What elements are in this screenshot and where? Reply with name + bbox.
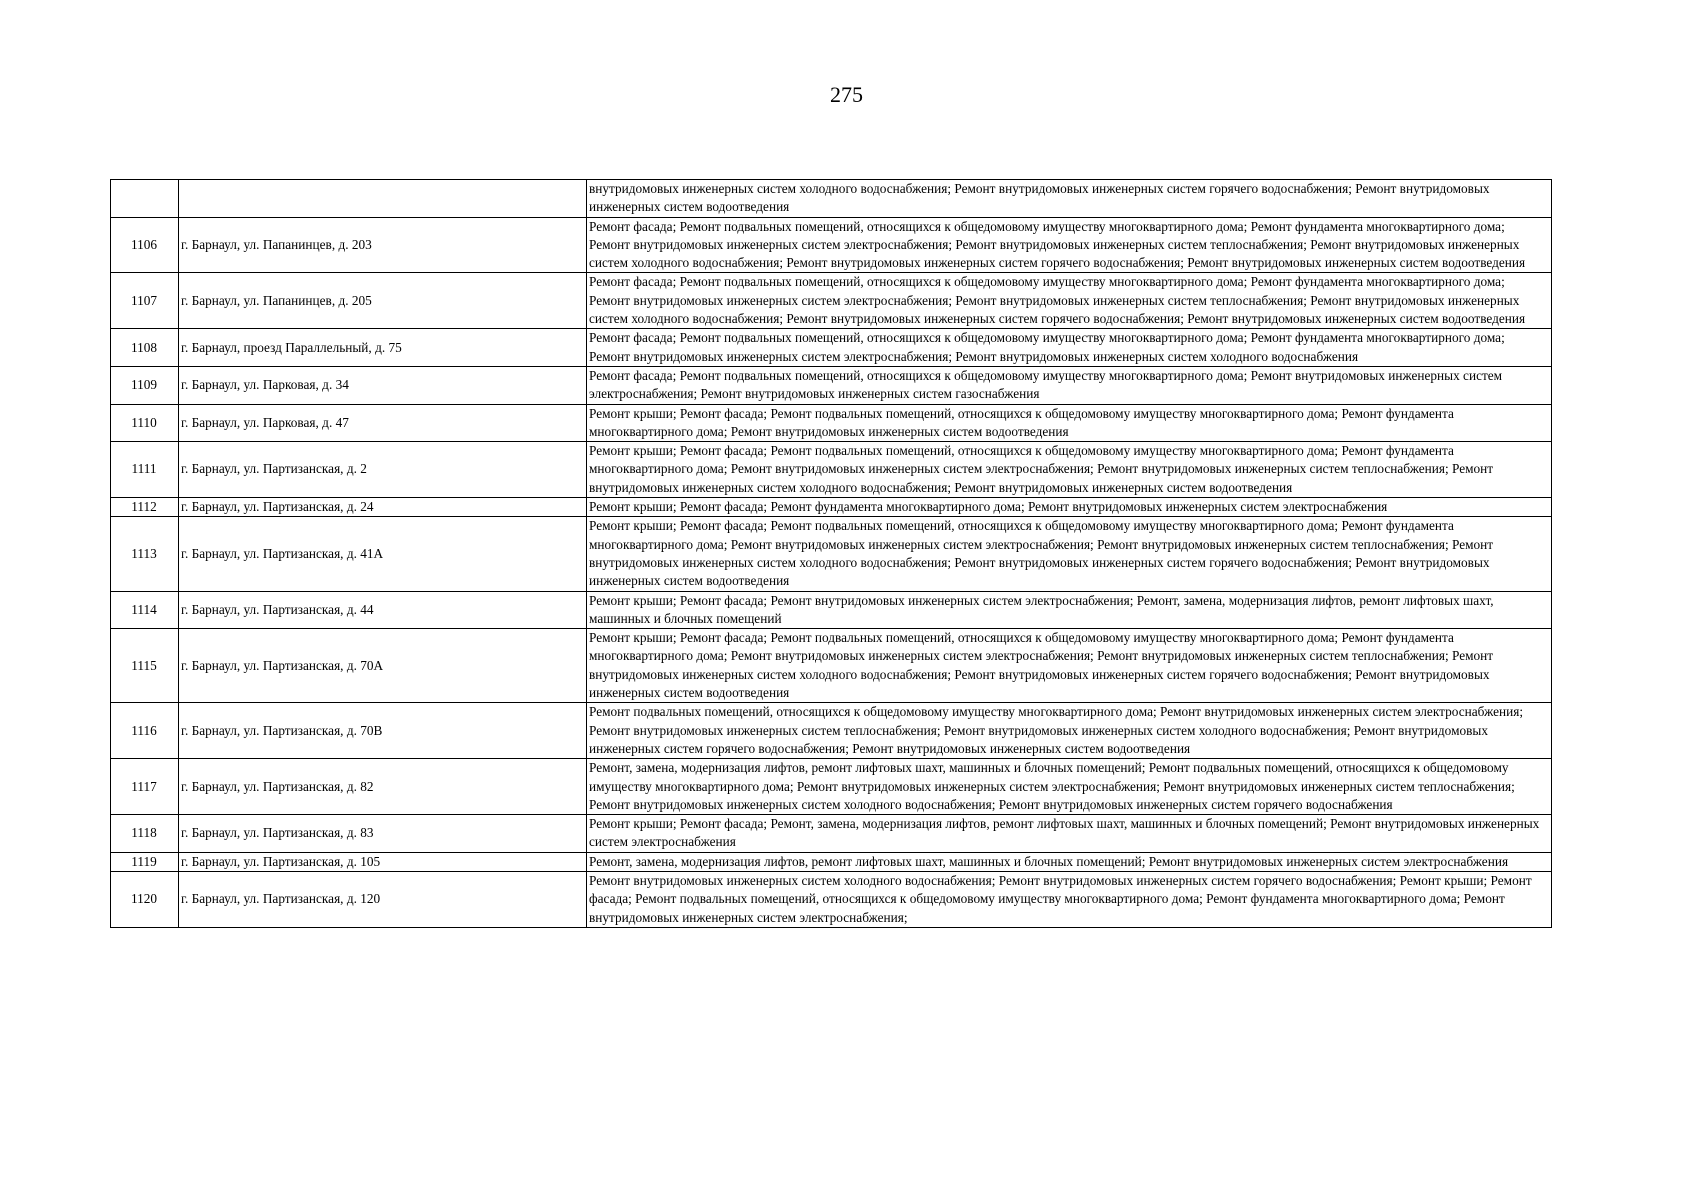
row-works: Ремонт крыши; Ремонт фасада; Ремонт подвальных помещений, относящихся к общедомовому имуществу многоквартирного дома; Ремонт фундамента многоквартирного дома; Ремонт внутридомовых инженерных систем водоотведения: [587, 404, 1552, 442]
row-number: 1113: [111, 517, 179, 591]
table-row: [111, 404, 1552, 442]
table-row: [111, 871, 1552, 927]
row-number: 1107: [111, 273, 179, 329]
row-address: г. Барнаул, ул. Партизанская, д. 44: [179, 591, 587, 629]
row-address: г. Барнаул, ул. Партизанская, д. 70А: [179, 629, 587, 703]
row-works: Ремонт внутридомовых инженерных систем холодного водоснабжения; Ремонт внутридомовых инженерных систем горячего водоснабжения; Ремонт крыши; Ремонт фасада; Ремонт подвальных помещений, относящихся к общедомовому имуществу многоквартирного дома; Ремонт фундамента многоквартирного дома; Ремонт внутридомовых инженерных систем электроснабжения;: [587, 871, 1552, 927]
row-number: 1111: [111, 442, 179, 498]
row-address: г. Барнаул, ул. Парковая, д. 34: [179, 366, 587, 404]
row-works: Ремонт, замена, модернизация лифтов, ремонт лифтовых шахт, машинных и блочных помещений; Ремонт подвальных помещений, относящихся к общедомовому имуществу многоквартирного дома; Ремонт внутридомовых инженерных систем электроснабжения; Ремонт внутридомовых инженерных систем теплоснабжения; Ремонт внутридомовых инженерных систем холодного водоснабжения; Ремонт внутридомовых инженерных систем горячего водоснабжения: [587, 759, 1552, 815]
table-row: [111, 442, 1552, 498]
row-address: г. Барнаул, ул. Партизанская, д. 105: [179, 852, 587, 871]
row-address: г. Барнаул, ул. Партизанская, д. 70В: [179, 703, 587, 759]
table-row: [111, 180, 1552, 218]
row-number: 1108: [111, 329, 179, 367]
table-row: [111, 217, 1552, 273]
row-works: Ремонт крыши; Ремонт фасада; Ремонт подвальных помещений, относящихся к общедомовому имуществу многоквартирного дома; Ремонт фундамента многоквартирного дома; Ремонт внутридомовых инженерных систем электроснабжения; Ремонт внутридомовых инженерных систем теплоснабжения; Ремонт внутридомовых инженерных систем холодного водоснабжения; Ремонт внутридомовых инженерных систем горячего водоснабжения; Ремонт внутридомовых инженерных систем водоотведения: [587, 629, 1552, 703]
row-works: Ремонт фасада; Ремонт подвальных помещений, относящихся к общедомовому имуществу многоквартирного дома; Ремонт фундамента многоквартирного дома; Ремонт внутридомовых инженерных систем электроснабжения; Ремонт внутридомовых инженерных систем холодного водоснабжения: [587, 329, 1552, 367]
row-number: 1112: [111, 498, 179, 517]
row-number: 1106: [111, 217, 179, 273]
row-address: г. Барнаул, ул. Партизанская, д. 2: [179, 442, 587, 498]
row-address: г. Барнаул, ул. Папанинцев, д. 203: [179, 217, 587, 273]
row-works: Ремонт крыши; Ремонт фасада; Ремонт подвальных помещений, относящихся к общедомовому имуществу многоквартирного дома; Ремонт фундамента многоквартирного дома; Ремонт внутридомовых инженерных систем электроснабжения; Ремонт внутридомовых инженерных систем теплоснабжения; Ремонт внутридомовых инженерных систем холодного водоснабжения; Ремонт внутридомовых инженерных систем водоотведения: [587, 442, 1552, 498]
row-number: 1115: [111, 629, 179, 703]
row-works: Ремонт фасада; Ремонт подвальных помещений, относящихся к общедомовому имуществу многоквартирного дома; Ремонт фундамента многоквартирного дома; Ремонт внутридомовых инженерных систем электроснабжения; Ремонт внутридомовых инженерных систем теплоснабжения; Ремонт внутридомовых инженерных систем холодного водоснабжения; Ремонт внутридомовых инженерных систем горячего водоснабжения; Ремонт внутридомовых инженерных систем водоотведения: [587, 273, 1552, 329]
table-row: [111, 517, 1552, 591]
table-row: [111, 759, 1552, 815]
row-works: Ремонт фасада; Ремонт подвальных помещений, относящихся к общедомовому имуществу многоквартирного дома; Ремонт внутридомовых инженерных систем электроснабжения; Ремонт внутридомовых инженерных систем газоснабжения: [587, 366, 1552, 404]
table-row: [111, 366, 1552, 404]
row-number: 1109: [111, 366, 179, 404]
table-row: [111, 591, 1552, 629]
table-row: [111, 629, 1552, 703]
table-row: [111, 703, 1552, 759]
row-works: Ремонт, замена, модернизация лифтов, ремонт лифтовых шахт, машинных и блочных помещений; Ремонт внутридомовых инженерных систем электроснабжения: [587, 852, 1552, 871]
row-works: Ремонт крыши; Ремонт фасада; Ремонт, замена, модернизация лифтов, ремонт лифтовых шахт, машинных и блочных помещений; Ремонт внутридомовых инженерных систем электроснабжения: [587, 815, 1552, 853]
page-number: 275: [830, 82, 863, 107]
row-address: г. Барнаул, ул. Парковая, д. 47: [179, 404, 587, 442]
row-number: 1117: [111, 759, 179, 815]
row-number: 1110: [111, 404, 179, 442]
row-address: г. Барнаул, ул. Партизанская, д. 41А: [179, 517, 587, 591]
row-address: г. Барнаул, ул. Папанинцев, д. 205: [179, 273, 587, 329]
row-number: [111, 180, 179, 218]
row-address: г. Барнаул, ул. Партизанская, д. 24: [179, 498, 587, 517]
row-address: [179, 180, 587, 218]
table-row: [111, 815, 1552, 853]
row-number: 1119: [111, 852, 179, 871]
table-row: [111, 498, 1552, 517]
table-row: [111, 329, 1552, 367]
repair-works-table: [110, 179, 1552, 928]
row-number: 1116: [111, 703, 179, 759]
row-works: Ремонт фасада; Ремонт подвальных помещений, относящихся к общедомовому имуществу многоквартирного дома; Ремонт фундамента многоквартирного дома; Ремонт внутридомовых инженерных систем электроснабжения; Ремонт внутридомовых инженерных систем теплоснабжения; Ремонт внутридомовых инженерных систем холодного водоснабжения; Ремонт внутридомовых инженерных систем горячего водоснабжения; Ремонт внутридомовых инженерных систем водоотведения: [587, 217, 1552, 273]
row-address: г. Барнаул, ул. Партизанская, д. 82: [179, 759, 587, 815]
row-number: 1114: [111, 591, 179, 629]
row-address: г. Барнаул, проезд Параллельный, д. 75: [179, 329, 587, 367]
row-works: Ремонт крыши; Ремонт фасада; Ремонт фундамента многоквартирного дома; Ремонт внутридомовых инженерных систем электроснабжения: [587, 498, 1552, 517]
row-works: Ремонт крыши; Ремонт фасада; Ремонт подвальных помещений, относящихся к общедомовому имуществу многоквартирного дома; Ремонт фундамента многоквартирного дома; Ремонт внутридомовых инженерных систем электроснабжения; Ремонт внутридомовых инженерных систем теплоснабжения; Ремонт внутридомовых инженерных систем холодного водоснабжения; Ремонт внутридомовых инженерных систем горячего водоснабжения; Ремонт внутридомовых инженерных систем водоотведения: [587, 517, 1552, 591]
table-row: [111, 273, 1552, 329]
row-works: Ремонт крыши; Ремонт фасада; Ремонт внутридомовых инженерных систем электроснабжения; Ремонт, замена, модернизация лифтов, ремонт лифтовых шахт, машинных и блочных помещений: [587, 591, 1552, 629]
row-works: Ремонт подвальных помещений, относящихся к общедомовому имуществу многоквартирного дома; Ремонт внутридомовых инженерных систем электроснабжения; Ремонт внутридомовых инженерных систем теплоснабжения; Ремонт внутридомовых инженерных систем холодного водоснабжения; Ремонт внутридомовых инженерных систем горячего водоснабжения; Ремонт внутридомовых инженерных систем водоотведения: [587, 703, 1552, 759]
row-address: г. Барнаул, ул. Партизанская, д. 120: [179, 871, 587, 927]
row-number: 1120: [111, 871, 179, 927]
row-number: 1118: [111, 815, 179, 853]
row-works: внутридомовых инженерных систем холодного водоснабжения; Ремонт внутридомовых инженерных систем горячего водоснабжения; Ремонт внутридомовых инженерных систем водоотведения: [587, 180, 1552, 218]
row-address: г. Барнаул, ул. Партизанская, д. 83: [179, 815, 587, 853]
table-row: [111, 852, 1552, 871]
